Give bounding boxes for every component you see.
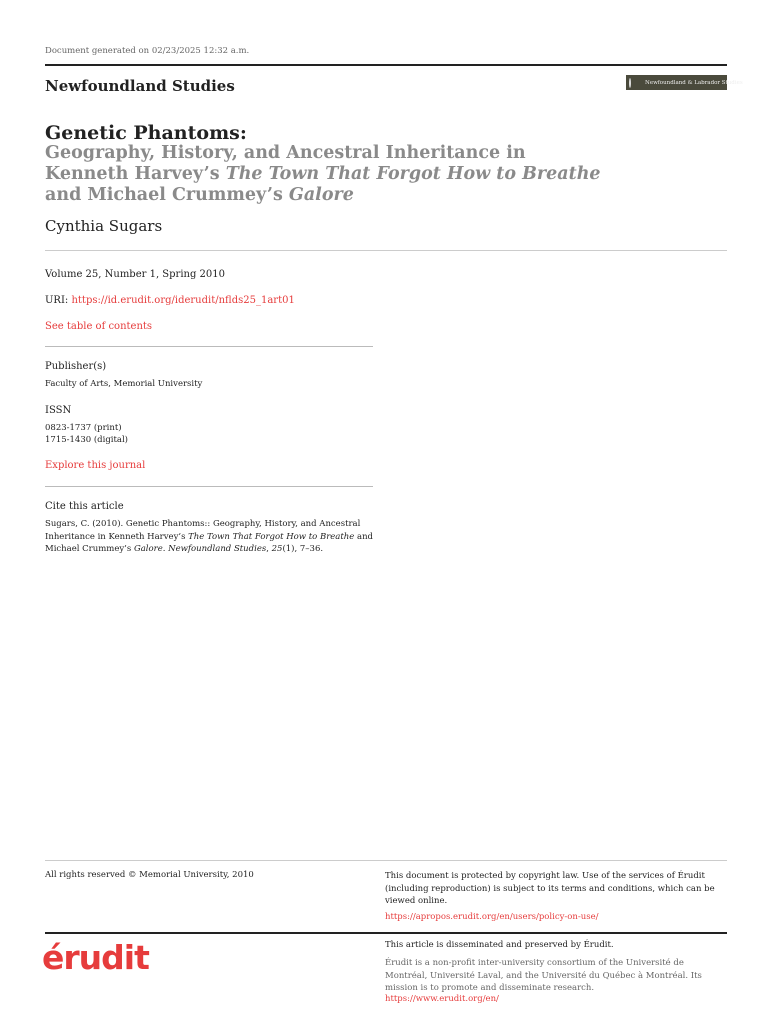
- footer-divider: [45, 860, 727, 861]
- article-subtitle: Geography, History, and Ancestral Inheritance in Kenneth Harvey’s The Town That Forgot How to Breathe and Michael Crummey’s Galore: [45, 143, 601, 205]
- top-divider: [45, 64, 727, 66]
- consortium-text: Érudit is a non-profit inter-university consortium of the Université de Montréal, Université Laval, and the Université du Québec à Montréal. Its mission is to promote and disseminate research.: [385, 958, 702, 993]
- citation-text: Sugars, C. (2010). Genetic Phantoms:: Geography, History, and Ancestral Inheritance in Kenneth Harvey’s The Town That Forgot How to Breathe and Michael Crummey’s Galore. Newfoundland Studies, 25(1), 7–36.: [45, 519, 373, 554]
- divider: [45, 486, 373, 487]
- divider: [45, 250, 727, 251]
- erudit-logo: érudit: [42, 938, 149, 977]
- dissemination-note: This article is disseminated and preserved by Érudit.: [385, 940, 614, 950]
- seal-icon: [629, 78, 631, 88]
- journal-name: Newfoundland Studies: [45, 77, 235, 95]
- uri-line: URI: https://id.erudit.org/iderudit/nflds25_1art01: [45, 295, 295, 306]
- policy-link[interactable]: https://apropos.erudit.org/en/users/policy-on-use/: [385, 911, 599, 922]
- copyright-notice: This document is protected by copyright law. Use of the services of Érudit (including reproduction) is subject to its terms and conditions, which can be viewed online. https://apropos.erudit.org/en/users/policy-on-use/: [385, 871, 715, 922]
- rights-statement: All rights reserved © Memorial University, 2010: [45, 870, 254, 880]
- publisher-value: Faculty of Arts, Memorial University: [45, 379, 203, 389]
- author-name: Cynthia Sugars: [45, 217, 163, 235]
- issn-print: 0823-1737 (print): [45, 423, 122, 433]
- issn-label: ISSN: [45, 405, 72, 416]
- logo-text: Newfoundland & Labrador Studies: [645, 79, 743, 86]
- generated-note: Document generated on 02/23/2025 12:32 a.m.: [45, 46, 250, 56]
- cite-label: Cite this article: [45, 501, 124, 512]
- publisher-label: Publisher(s): [45, 361, 107, 372]
- journal-logo: [626, 75, 743, 90]
- footer-divider-dark: [45, 932, 727, 934]
- erudit-link[interactable]: https://www.erudit.org/en/: [385, 994, 499, 1004]
- divider: [45, 346, 373, 347]
- explore-journal-link[interactable]: Explore this journal: [45, 460, 146, 471]
- article-title: Genetic Phantoms:: [45, 122, 247, 144]
- toc-link[interactable]: See table of contents: [45, 321, 153, 332]
- issn-digital: 1715-1430 (digital): [45, 435, 128, 445]
- volume-info: Volume 25, Number 1, Spring 2010: [45, 269, 225, 280]
- uri-link[interactable]: https://id.erudit.org/iderudit/nflds25_1art01: [71, 295, 295, 306]
